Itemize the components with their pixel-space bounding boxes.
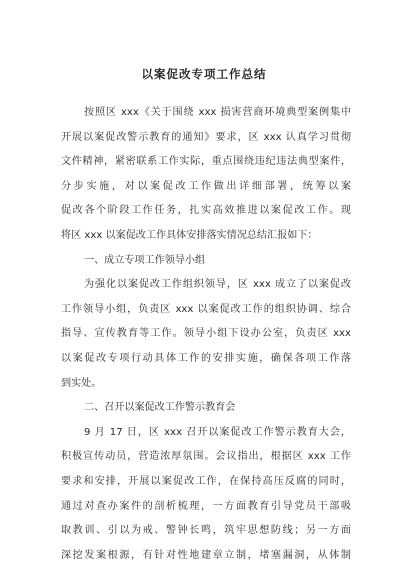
paragraph-line: 9 月 17 日，区 xxx 召开以案促改工作警示教育大会， [84, 426, 351, 438]
paragraph-line: 按照区 xxx《关于围绕 xxx 损害营商环境典型案例集中 [84, 107, 351, 118]
paragraph-line: 要求和安排，开展以案促改工作，在保持高压反腐的同时， [61, 475, 351, 487]
paragraph-line: 分步实施，对以案促改工作做出详细部署，统筹以案 [61, 180, 351, 192]
paragraph-line: 到实处。 [61, 377, 102, 389]
paragraph-line: 为强化以案促改工作组织领导，区 xxx 成立了以案促改 [84, 279, 351, 291]
paragraph-line: 开展以案促改警示教育的通知》要求，区 xxx 认真学习贯彻 [61, 131, 351, 143]
section-heading: 一、成立专项工作领导小组 [84, 254, 206, 266]
document-title: 以案促改专项工作总结 [141, 67, 267, 81]
paragraph-line: 文件精神，紧密联系工作实际，重点围绕违纪违法典型案件， [61, 156, 351, 168]
paragraph-line: 取教训、引以为戒、警钟长鸣，筑牢思想防线；另一方面 [61, 525, 351, 537]
paragraph-line: 积极宣传动员，营造浓厚氛围。会议指出，根据区 xxx 工作 [61, 451, 351, 463]
paragraph-line: 促改各个阶段工作任务，扎实高效推进以案促改工作。现 [61, 205, 351, 217]
paragraph-line: 工作领导小组，负责区 xxx 以案促改工作的组织协调、综合 [61, 303, 351, 315]
paragraph-line: 指导、宣传教育等工作。领导小组下设办公室，负责区 xxx [61, 328, 351, 340]
paragraph-line: 深挖发案根源，有针对性地建章立制，堵塞漏洞，从体制 [61, 549, 351, 561]
paragraph-line: 通过对查办案件的剖析梳理，一方面教育引导党员干部吸 [61, 500, 351, 512]
paragraph-line: 以案促改专项行动具体工作的安排实施，确保各项工作落 [61, 352, 351, 364]
paragraph-line: 将区 xxx 以案促改工作具体安排落实情况总结汇报如下： [61, 229, 318, 241]
section-heading: 二、召开以案促改工作警示教育会 [84, 402, 236, 414]
document-body [61, 101, 351, 568]
